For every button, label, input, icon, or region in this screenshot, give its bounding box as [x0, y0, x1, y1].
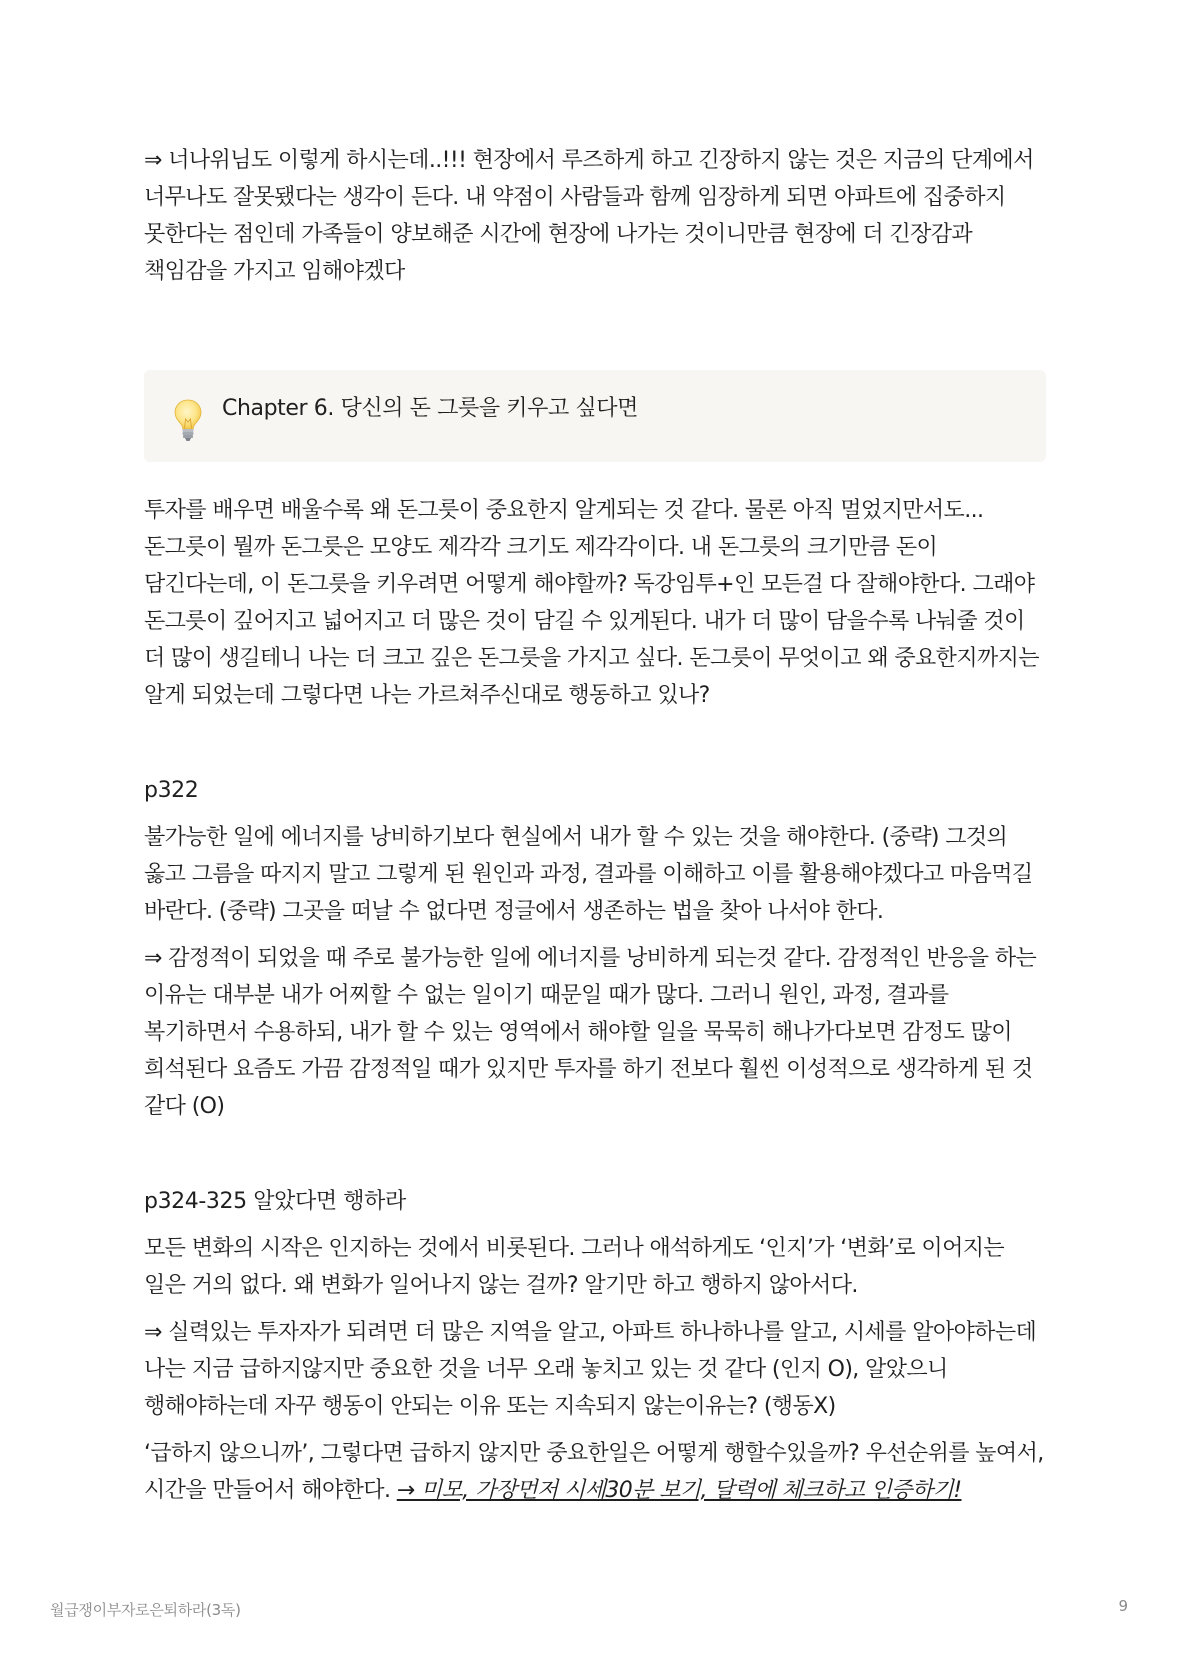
document-page: [144, 142, 1046, 1509]
intro-paragraph: ⇒ 너나위님도 이렇게 하시는데..!!! 현장에서 루즈하게 하고 긴장하지 않는 것은 지금의 단계에서 너무나도 잘못됐다는 생각이 든다. 내 약점이 사람들과 함께 임장하게 되면 아파트에 집중하지 못한다는 점인데 가족들이 양보해준 시간에 현장에 나가는 것이니만큼 현장에 더 긴장감과 책임감을 가지고 임해야겠다: [144, 148, 1034, 284]
footer-page-number: 9: [1118, 1597, 1128, 1615]
section-heading-p322: p322: [144, 778, 199, 803]
reflection-paragraph: ⇒ 감정적이 되었을 때 주로 불가능한 일에 에너지를 낭비하게 되는것 같다. 감정적인 반응을 하는 이유는 대부분 내가 어찌할 수 없는 일이기 때문일 때가 많다. 그러니 원인, 과정, 결과를 복기하면서 수용하되, 내가 할 수 있는 영역에서 해야할 일을 묵묵히 해나가다보면 감정도 많이 희석된다 요즘도 가끔 감정적일 때가 있지만 투자를 하기 전보다 훨씬 이성적으로 생각하게 된 것 같다 (O): [144, 946, 1037, 1119]
closing-paragraph: [144, 1435, 1046, 1509]
book-quote: 모든 변화의 시작은 인지하는 것에서 비롯된다. 그러나 애석하게도 ‘인지’가 ‘변화’로 이어지는 일은 거의 없다. 왜 변화가 일어나지 않는 걸까? 알기만 하고 행하지 않아서다.: [144, 1236, 1005, 1298]
section-heading-p324: p324-325 알았다면 행하라: [144, 1189, 406, 1214]
lightbulb-icon: [172, 398, 204, 442]
action-note: → 미모, 가장먼저 시세30분 보기, 달력에 체크하고 인증하기!: [396, 1478, 962, 1503]
closing-text: ‘급하지 않으니까’, 그렇다면 급하지 않지만 중요한일은 어떻게 행할수있을까? 우선순위를 높여서, 시간을 만들어서 해야한다.: [144, 1441, 1044, 1503]
footer-document-title: 월급쟁이부자로은퇴하라(3독): [50, 1601, 241, 1619]
chapter-paragraph: 투자를 배우면 배울수록 왜 돈그릇이 중요한지 알게되는 것 같다. 물론 아직 멀었지만서도... 돈그릇이 뭘까 돈그릇은 모양도 제각각 크기도 제각각이다. 내 돈그릇의 크기만큼 돈이 담긴다는데, 이 돈그릇을 키우려면 어떻게 해야할까? 독강임투+인 모든걸 다 잘해야한다. 그래야 돈그릇이 깊어지고 넓어지고 더 많은 것이 담길 수 있게된다. 내가 더 많이 담을수록 나눠줄 것이 더 많이 생길테니 나는 더 크고 깊은 돈그릇을 가지고 싶다. 돈그릇이 무엇이고 왜 중요한지까지는 알게 되었는데 그렇다면 나는 가르쳐주신대로 행동하고 있나?: [144, 498, 1039, 708]
book-quote: 불가능한 일에 에너지를 낭비하기보다 현실에서 내가 할 수 있는 것을 해야한다. (중략) 그것의 옳고 그름을 따지지 말고 그렇게 된 원인과 과정, 결과를 이해하고 이를 활용해야겠다고 마음먹길 바란다. (중략) 그곳을 떠날 수 없다면 정글에서 생존하는 법을 찾아 나서야 한다.: [144, 825, 1033, 924]
reflection-paragraph: ⇒ 실력있는 투자자가 되려면 더 많은 지역을 알고, 아파트 하나하나를 알고, 시세를 알아야하는데 나는 지금 급하지않지만 중요한 것을 너무 오래 놓치고 있는 것 같다 (인지 O), 알았으니 행해야하는데 자꾸 행동이 안되는 이유 또는 지속되지 않는이유는? (행동X): [144, 1320, 1037, 1419]
callout-text: Chapter 6. 당신의 돈 그릇을 키우고 싶다면: [222, 395, 638, 421]
chapter-callout: [144, 370, 1046, 462]
